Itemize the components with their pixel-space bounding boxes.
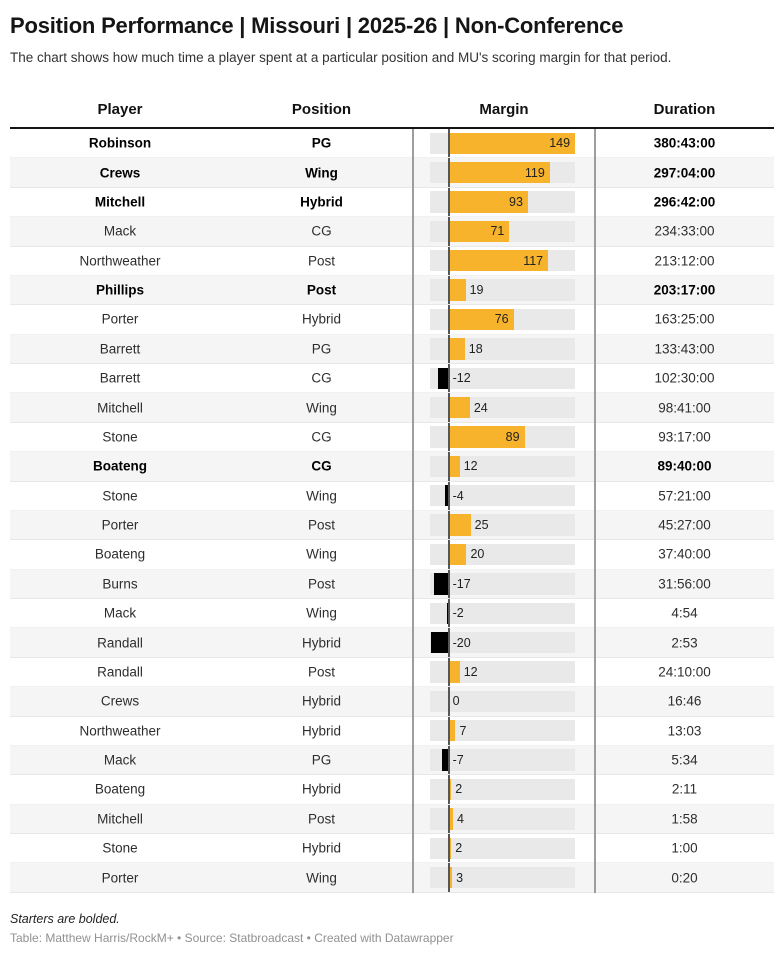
player-name: Barrett [99,370,141,386]
positive-margin-bar [450,838,452,859]
player-name: Mack [103,605,137,621]
position-label: Post [307,576,335,592]
positive-margin-bar [450,338,465,359]
position-label: Hybrid [301,693,341,709]
margin-value-label: 4 [456,811,464,826]
margin-value-label: 2 [455,841,463,856]
player-name: Burns [102,576,138,592]
positive-margin-bar [450,867,453,888]
duration-value: 37:40:00 [658,546,711,562]
position-label: Wing [306,546,337,562]
margin-cell [413,540,595,568]
duration-value: 234:33:00 [654,223,715,239]
player-name: Stone [102,840,138,856]
zero-axis-line [448,570,449,598]
player-name: Mitchell [97,811,143,827]
duration-value: 31:56:00 [658,576,711,592]
player-name: Porter [101,311,139,327]
positive-margin-bar [450,779,452,800]
margin-value-label: -17 [452,576,471,591]
duration-value: 163:25:00 [654,311,715,327]
margin-value-label: 119 [524,165,545,180]
duration-value: 24:10:00 [658,664,711,680]
player-name: Randall [97,664,143,680]
margin-value-label: 89 [505,429,520,444]
margin-bar-track [430,838,575,859]
position-label: Hybrid [301,311,341,327]
margin-cell [413,423,595,451]
margin-value-label: 117 [523,253,544,268]
margin-value-label: 149 [549,136,571,151]
position-label: Wing [306,488,337,504]
margin-cell [413,364,595,392]
positive-margin-bar [450,514,471,535]
margin-value-label: 19 [469,283,484,298]
player-name: Mack [103,752,137,768]
margin-value-label: 24 [473,400,488,415]
player-name: Northweather [79,723,161,739]
positive-margin-bar [450,808,453,829]
player-name: Porter [101,870,139,886]
margin-value-label: -7 [452,753,464,768]
table-row [10,305,774,334]
margin-cell [413,863,595,891]
negative-margin-bar [434,573,448,594]
player-name: Mitchell [94,194,146,210]
zero-axis-line [448,364,449,392]
table-row [10,570,774,599]
margin-cell [413,393,595,421]
position-label: Wing [306,400,337,416]
margin-cell [413,687,595,715]
margin-cell [413,335,595,363]
margin-value-label: 0 [452,694,460,709]
negative-margin-bar [438,368,448,389]
duration-value: 296:42:00 [653,194,716,210]
positive-margin-bar [450,279,466,300]
zero-axis-line [448,687,449,715]
margin-value-label: 20 [470,547,485,562]
position-label: Wing [305,165,338,181]
margin-cell [413,628,595,656]
column-header-position: Position [291,101,352,118]
table-row [10,423,774,452]
duration-value: 0:20 [671,870,698,886]
table-body [10,129,774,893]
duration-value: 102:30:00 [654,370,715,386]
table-row [10,364,774,393]
margin-cell [413,805,595,833]
duration-value: 93:17:00 [658,429,711,445]
player-name: Mack [103,223,137,239]
margin-cell [413,746,595,774]
zero-axis-line [448,482,449,510]
player-name: Mitchell [97,400,143,416]
table-row [10,775,774,804]
player-name: Boateng [94,781,146,797]
column-separator [412,129,413,893]
margin-value-label: 7 [459,723,467,738]
chart-subtitle: The chart shows how much time a player spent at a particular position and MU's scoring margin for that period. [10,50,672,65]
chart-title: Position Performance | Missouri | 2025-26 | Non-Conference [10,13,624,38]
position-label: Wing [306,605,337,621]
margin-value-label: -20 [452,635,471,650]
table-row [10,628,774,657]
positive-margin-bar [450,720,456,741]
negative-margin-bar [447,603,449,624]
column-header-duration: Duration [653,101,716,118]
position-label: Hybrid [301,840,341,856]
position-label: Hybrid [301,635,341,651]
margin-value-label: 3 [456,870,464,885]
margin-cell [413,717,595,745]
negative-margin-bar [445,485,448,506]
margin-value-label: 18 [468,341,483,356]
negative-margin-bar [442,749,448,770]
table-row [10,129,774,158]
margin-cell [413,834,595,862]
position-label: CG [311,429,332,445]
player-name: Barrett [99,341,141,357]
margin-cell [413,775,595,803]
duration-value: 13:03 [667,723,702,739]
player-name: Crews [100,693,140,709]
duration-value: 4:54 [671,605,698,621]
table-row [10,452,774,481]
zero-axis-line [448,628,449,656]
margin-cell [413,158,595,186]
duration-value: 133:43:00 [654,341,715,357]
position-label: Hybrid [301,723,341,739]
margin-cell [413,599,595,627]
table-row [10,158,774,187]
margin-cell [413,129,595,157]
table-row [10,687,774,716]
margin-value-label: 71 [490,224,505,239]
margin-cell [413,658,595,686]
table-row [10,805,774,834]
position-label: PG [311,752,332,768]
position-label: Hybrid [301,781,341,797]
player-name: Porter [101,517,139,533]
duration-value: 297:04:00 [653,165,716,181]
margin-value-label: 25 [474,518,489,533]
table-row [10,482,774,511]
zero-axis-line [448,746,449,774]
margin-cell [413,188,595,216]
position-label: Wing [306,870,337,886]
margin-value-label: 12 [463,664,478,679]
duration-value: 16:46 [667,693,702,709]
table-row [10,511,774,540]
margin-cell [413,276,595,304]
duration-value: 1:58 [671,811,698,827]
duration-value: 2:11 [671,781,698,797]
player-name: Robinson [88,135,152,151]
margin-value-label: -12 [452,371,471,386]
player-name: Stone [102,488,138,504]
position-label: CG [311,370,332,386]
margin-cell [413,452,595,480]
table-row [10,540,774,569]
player-name: Northweather [79,253,161,269]
duration-value: 98:41:00 [658,400,711,416]
player-name: Boateng [94,546,146,562]
margin-cell [413,482,595,510]
column-separator [594,129,595,893]
position-label: Post [307,517,335,533]
position-label: Hybrid [300,194,343,210]
table-credits: Table: Matthew Harris/RockM+ • Source: Statbroadcast • Created with Datawrapper [10,930,454,945]
position-label: Post [307,253,335,269]
position-label: CG [311,223,332,239]
duration-value: 5:34 [671,752,698,768]
table-header [10,95,774,129]
table-row [10,658,774,687]
player-name: Crews [99,165,141,181]
duration-value: 89:40:00 [657,458,712,474]
duration-value: 45:27:00 [658,517,711,533]
zero-axis-line [448,599,449,627]
table-row [10,188,774,217]
column-header-player: Player [97,101,143,118]
margin-cell [413,217,595,245]
table-row [10,834,774,863]
position-label: PG [311,341,332,357]
column-header-margin: Margin [479,101,529,118]
table-row [10,217,774,246]
margin-cell [413,511,595,539]
duration-value: 380:43:00 [653,135,716,151]
margin-value-label: -2 [452,606,464,621]
duration-value: 57:21:00 [658,488,711,504]
positive-margin-bar [450,397,470,418]
table-row [10,335,774,364]
table-row [10,746,774,775]
player-name: Randall [97,635,143,651]
margin-value-label: 2 [455,782,463,797]
table-row [10,393,774,422]
margin-cell [413,247,595,275]
margin-cell [413,570,595,598]
chart-container [0,12,784,945]
position-label: CG [311,458,332,474]
margin-value-label: 12 [463,459,478,474]
player-name: Stone [102,429,138,445]
table-row [10,863,774,892]
negative-margin-bar [431,632,448,653]
position-label: Post [306,282,337,298]
margin-value-label: 93 [509,194,523,209]
duration-value: 203:17:00 [653,282,716,298]
margin-cell [413,305,595,333]
duration-value: 1:00 [671,840,698,856]
positive-margin-bar [450,661,460,682]
duration-value: 2:53 [671,635,698,651]
table-row [10,599,774,628]
positive-margin-bar [450,456,460,477]
table-row [10,247,774,276]
margin-bar-track [430,779,575,800]
table-row [10,276,774,305]
margin-value-label: 76 [494,312,509,327]
table-notes: Starters are bolded. [10,911,120,926]
table-row [10,717,774,746]
player-name: Boateng [93,458,147,474]
margin-value-label: -4 [452,488,464,503]
position-label: Post [307,664,335,680]
positive-margin-bar [450,544,467,565]
position-label: PG [311,135,332,151]
duration-value: 213:12:00 [654,253,715,269]
player-name: Phillips [95,282,144,298]
position-label: Post [307,811,335,827]
